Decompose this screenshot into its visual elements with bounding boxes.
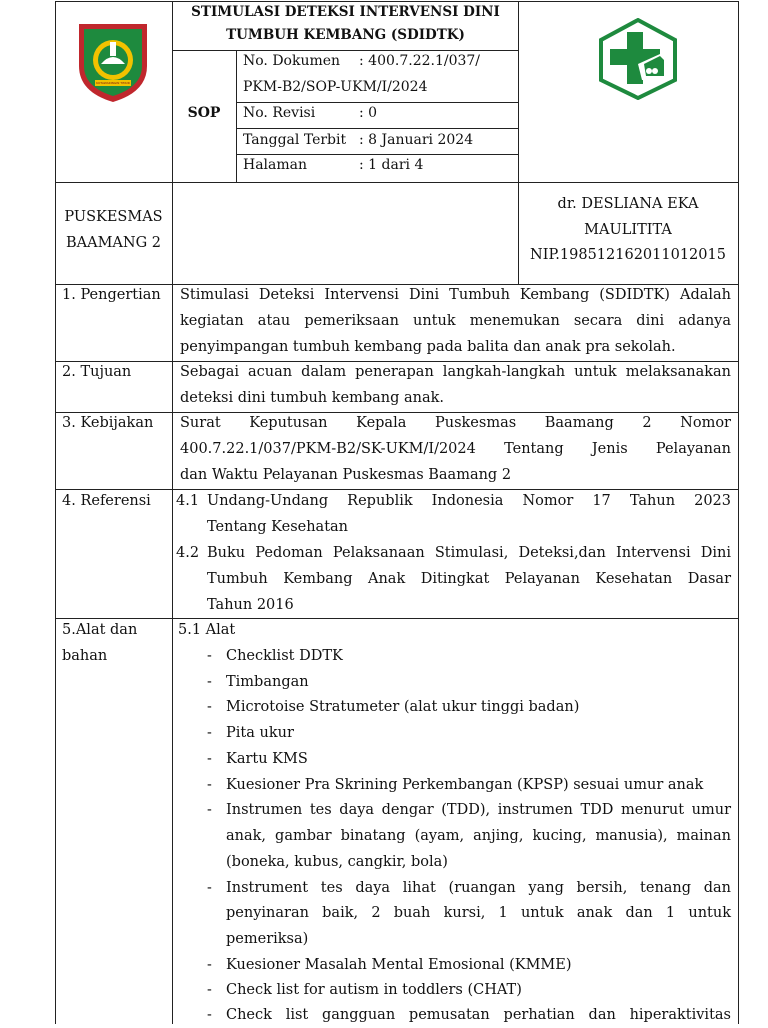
- list-bullet: -: [207, 751, 212, 767]
- referensi-1-line2: Tentang Kesehatan: [207, 519, 349, 535]
- list-item-cont: (boneka, kubus, cangkir, bola): [226, 854, 448, 870]
- kebijakan-line3: dan Waktu Pelayanan Puskesmas Baamang 2: [180, 467, 512, 483]
- signer-name-line2: MAULITITA: [584, 222, 672, 238]
- org-name-line2: BAAMANG 2: [65, 235, 162, 251]
- list-item: Kuesioner Pra Skrining Perkembangan (KPSP) sesuai umur anak: [226, 777, 704, 793]
- list-item: Instrument tes daya lihat (ruangan yang bersih, tenang dan: [226, 880, 731, 896]
- list-item: Kuesioner Masalah Mental Emosional (KMME): [226, 957, 572, 973]
- list-item: Instrumen tes daya dengar (TDD), instrumen TDD menurut umur: [226, 802, 731, 818]
- revision-label: No. Revisi: [243, 105, 316, 121]
- list-item: Check list for autism in toddlers (CHAT): [226, 982, 522, 998]
- section-kebijakan-label: 3. Kebijakan: [62, 415, 154, 431]
- pengertian-line3: penyimpangan tumbuh kembang pada balita dan anak pra sekolah.: [180, 339, 676, 355]
- revision-row: [243, 100, 377, 126]
- section-pengertian-label: 1. Pengertian: [62, 287, 161, 303]
- list-item: Checklist DDTK: [226, 648, 343, 664]
- section-tujuan-label: 2. Tujuan: [62, 364, 132, 380]
- list-item: Microtoise Stratumeter (alat ukur tinggi badan): [226, 699, 580, 715]
- puskesmas-logo: [598, 18, 678, 100]
- section-referensi-label: 4. Referensi: [62, 493, 151, 509]
- list-bullet: -: [207, 982, 212, 998]
- signer-nip: NIP.198512162011012015: [530, 247, 726, 263]
- list-item: Kartu KMS: [226, 751, 308, 767]
- referensi-2-line3: Tahun 2016: [207, 597, 294, 613]
- list-bullet: -: [207, 880, 212, 896]
- document-title-line2: TUMBUH KEMBANG (SDIDTK): [226, 27, 465, 43]
- list-bullet: -: [207, 699, 212, 715]
- list-bullet: -: [207, 802, 212, 818]
- list-item: Check list gangguan pemusatan perhatian dan hiperaktivitas: [226, 1007, 731, 1023]
- sop-label: SOP: [187, 105, 221, 121]
- list-bullet: -: [207, 674, 212, 690]
- section-alat-label-line1: 5.Alat dan: [62, 622, 138, 638]
- page-row: [243, 152, 423, 178]
- list-item-cont: penyinaran baik, 2 buah kursi, 1 untuk anak dan 1 untuk: [226, 905, 731, 921]
- signer-name-line1: dr. DESLIANA EKA: [557, 196, 699, 212]
- referensi-2-number: 4.2: [176, 545, 200, 561]
- kebijakan-line2: 400.7.22.1/037/PKM-B2/SK-UKM/I/2024 Tentang Jenis Pelayanan: [180, 441, 731, 457]
- referensi-2-line1: Buku Pedoman Pelaksanaan Stimulasi, Deteksi,dan Intervensi Dini: [207, 545, 731, 561]
- emblem-banner-text: KOTAWARINGIN TIMUR: [96, 81, 130, 85]
- alat-sub-heading: 5.1 Alat: [178, 622, 236, 638]
- referensi-2-line2: Tumbuh Kembang Anak Ditingkat Pelayanan Kesehatan Dasar: [207, 571, 731, 587]
- list-bullet: -: [207, 648, 212, 664]
- page-value: : 1 dari 4: [359, 157, 424, 173]
- doc-number-label: No. Dokumen: [243, 53, 341, 69]
- regional-emblem-logo: [75, 20, 151, 104]
- list-bullet: -: [207, 725, 212, 741]
- list-bullet: -: [207, 957, 212, 973]
- pengertian-line2: kegiatan atau pemeriksaan untuk menemukan secara dini adanya: [180, 313, 731, 329]
- referensi-1-line1: Undang-Undang Republik Indonesia Nomor 17 Tahun 2023: [207, 493, 731, 509]
- kebijakan-line1: Surat Keputusan Kepala Puskesmas Baamang 2 Nomor: [180, 415, 731, 431]
- revision-value: : 0: [359, 105, 378, 121]
- tujuan-line1: Sebagai acuan dalam penerapan langkah-langkah untuk melaksanakan: [180, 364, 731, 380]
- page-label: Halaman: [243, 157, 308, 173]
- section-alat-label-line2: bahan: [62, 648, 108, 664]
- list-bullet: -: [207, 777, 212, 793]
- issue-date-label: Tanggal Terbit: [243, 132, 347, 148]
- issue-date-value: : 8 Januari 2024: [359, 132, 474, 148]
- org-name-line1: PUSKESMAS: [64, 209, 163, 225]
- referensi-1-number: 4.1: [176, 493, 200, 509]
- tujuan-line2: deteksi dini tumbuh kembang anak.: [180, 390, 445, 406]
- list-item: Pita ukur: [226, 725, 294, 741]
- list-bullet: -: [207, 1007, 212, 1023]
- list-item: Timbangan: [226, 674, 309, 690]
- doc-number-value-cont: PKM-B2/SOP-UKM/I/2024: [243, 79, 428, 95]
- document-title-line1: STIMULASI DETEKSI INTERVENSI DINI: [191, 4, 500, 20]
- list-item-cont: anak, gambar binatang (ayam, anjing, kucing, manusia), mainan: [226, 828, 731, 844]
- doc-number-value: : 400.7.22.1/037/: [359, 53, 481, 69]
- doc-number-row: [243, 48, 480, 74]
- doc-number-cont-row: [243, 74, 428, 100]
- list-item-cont: pemeriksa): [226, 931, 309, 947]
- issue-date-row: [243, 127, 473, 153]
- pengertian-line1: Stimulasi Deteksi Intervensi Dini Tumbuh Kembang (SDIDTK) Adalah: [180, 287, 731, 303]
